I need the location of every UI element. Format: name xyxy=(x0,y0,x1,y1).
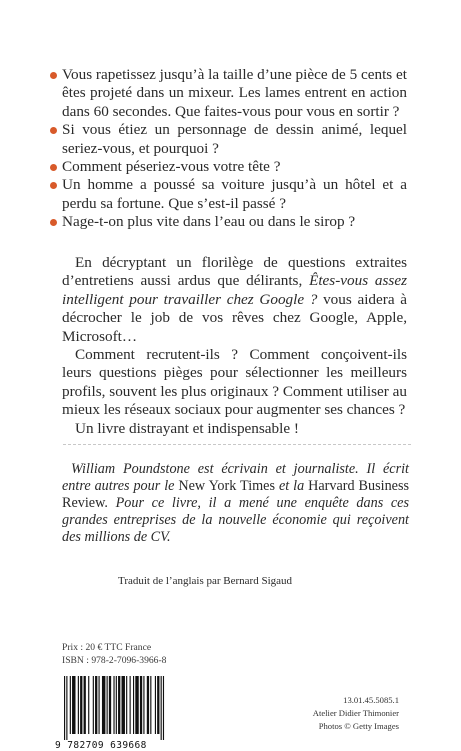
bullet-dot-icon xyxy=(50,72,57,79)
barcode-bar xyxy=(140,676,142,734)
list-item: Comment péseriez-vous votre tête ? xyxy=(62,158,407,176)
barcode-bar xyxy=(88,676,89,734)
barcode-bar xyxy=(107,676,108,734)
barcode-bar xyxy=(135,676,138,734)
list-item: Si vous étiez un personnage de dessin animé, lequel seriez-vous, et pourquoi ? xyxy=(62,121,407,158)
barcode-bar xyxy=(66,676,67,740)
code-label: 13.01.45.5085.1 xyxy=(343,695,399,705)
barcode-bar xyxy=(64,676,65,740)
barcode-bar xyxy=(93,676,94,734)
barcode-bar xyxy=(80,676,82,734)
price-label: Prix : 20 € TTC France xyxy=(62,642,152,653)
photo-credit: Photos © Getty Images xyxy=(318,721,399,731)
price-block xyxy=(62,641,166,667)
barcode-bar xyxy=(122,676,125,734)
bullet-dot-icon xyxy=(50,127,57,134)
barcode-bar xyxy=(109,676,111,734)
description-paragraph: En décryptant un florilège de questions extraites d’entretiens aussi ardus que délirants, Êtes-vous assez intelligent pour travailler chez Google ? vous aidera à décrocher le job de vos rêves chez Google, Apple, Microsoft… xyxy=(62,254,407,345)
bullet-dot-icon xyxy=(50,182,57,189)
barcode-icon xyxy=(62,676,177,740)
barcode-bar xyxy=(143,676,144,734)
barcode-bar xyxy=(147,676,149,734)
barcode-bar xyxy=(155,676,156,734)
divider xyxy=(63,444,411,445)
barcode-bar xyxy=(150,676,151,734)
barcode-bar xyxy=(126,676,127,734)
list-item: Un homme a poussé sa voiture jusqu’à un hôtel et a perdu sa fortune. Que s’est-il passé ? xyxy=(62,176,407,213)
barcode-bar xyxy=(116,676,117,734)
barcode-bar xyxy=(102,676,105,734)
book-title: Êtes-vous assez intelligent pour travailler chez Google ? xyxy=(62,272,407,308)
barcode-bar xyxy=(118,676,120,734)
barcode xyxy=(62,676,177,740)
barcode-bar xyxy=(78,676,79,734)
credits xyxy=(313,694,399,733)
bullet-dot-icon xyxy=(50,164,57,171)
author-bio: William Poundstone est écrivain et journaliste. Il écrit entre autres pour le New York Times et la Harvard Business Review. Pour ce livre, il a mené une enquête dans ces grandes entreprises de la nouvelle économie qui reçoivent des millions de CV. xyxy=(62,461,409,545)
barcode-digits: 9 782709 639668 xyxy=(55,740,147,751)
barcode-bar xyxy=(133,676,134,734)
bullet-dot-icon xyxy=(50,219,57,226)
barcode-bar xyxy=(72,676,75,734)
barcode-bar xyxy=(113,676,114,734)
isbn-label: ISBN : 978-2-7096-3966-8 xyxy=(62,655,167,666)
barcode-bar xyxy=(163,676,164,740)
book-description xyxy=(62,254,407,438)
barcode-bar xyxy=(70,676,71,734)
barcode-bar xyxy=(84,676,86,734)
description-paragraph: Un livre distrayant et indispensable ! xyxy=(75,419,299,437)
question-list xyxy=(62,66,407,232)
barcode-bar xyxy=(161,676,162,740)
barcode-bar xyxy=(99,676,100,734)
barcode-bar xyxy=(130,676,131,734)
studio-label: Atelier Didier Thimonier xyxy=(312,708,399,718)
barcode-bar xyxy=(157,676,159,734)
barcode-bar xyxy=(95,676,97,734)
description-paragraph: Comment recrutent-ils ? Comment conçoivent-ils leurs questions pièges pour sélectionner les meilleurs profils, souvent les plus originaux ? Comment utiliser au mieux les réseaux sociaux pour augmenter ses chances ? xyxy=(62,346,407,419)
list-item: Vous rapetissez jusqu’à la taille d’une pièce de 5 cents et êtes projeté dans un mixeur. Les lames entrent en action dans 60 secondes. Que faites-vous pour vous en sortir ? xyxy=(62,66,407,121)
list-item: Nage-t-on plus vite dans l’eau ou dans le sirop ? xyxy=(62,213,407,231)
translator-credit: Traduit de l’anglais par Bernard Sigaud xyxy=(118,575,293,587)
